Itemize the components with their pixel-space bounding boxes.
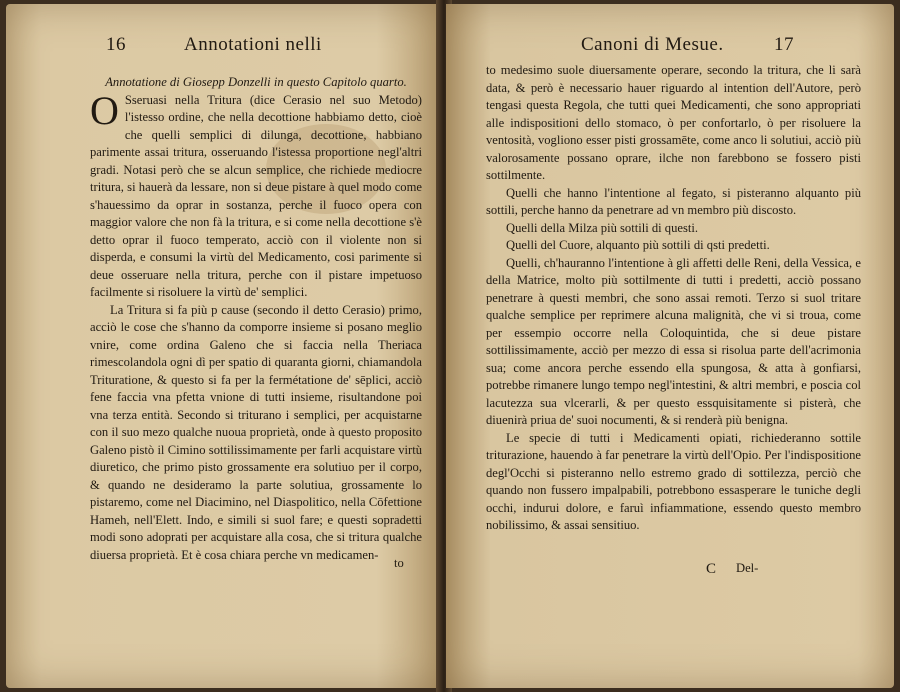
- right-page: [446, 4, 894, 688]
- paragraph: Quelli che hanno l'intentione al fegato, si pisteranno alquanto più sottili, perche hanno da penetrare ad vn membro più discosto.: [486, 185, 861, 217]
- paragraph: Quelli della Milza più sottili di questi.: [506, 220, 699, 235]
- catchword: to: [394, 556, 404, 570]
- paragraph: Le specie di tutti i Medicamenti opiati, richiederanno sottile triturazione, hauendo à far penetrare la virtù dell'Opio. Per l'indispositione degl'Occhi si pisteranno nello estremo grado di sottilezza, perciò che quando non fussero impalpabili, potrebbono essasperare le tuniche degli occhi, indurui dolore, e faruì infiammatione, essendo questo membro nobilissimo, & assai sensitiuo.: [486, 430, 861, 532]
- body-text: [486, 62, 861, 535]
- signature-mark: C: [706, 561, 717, 577]
- section-heading: Annotatione di Giosepp Donzelli in questo Capitolo quarto.: [105, 75, 407, 89]
- paragraph: Quelli del Cuore, alquanto più sottili di qsti predetti.: [506, 238, 770, 252]
- paragraph: Quelli, ch'hauranno l'intentione à gli affetti delle Reni, della Vessica, e della Matrice, molto più sottilmente di tutti i predetti, acciò possano penetrare à questi membri, che sono assai remoti. Terzo si suol tritare qualche semplice per reprimere alcuna malignità, che vi si troua, come per essempio occorre nella Coloquintida, che si deue pistare sottilissimamente, acciò per mezzo di essa si risolua parte dell'acrimonia sua; come ancora perche essendo ella spungosa, & atta à gonfiarsi, potrebbe rimanere lungo tempo negl'intestini, & altri membri, e poscia col lacutezza sua vlcerarli, & per questo essquisitamente si pisterà, che diuenirà priua de' suoi nocumenti, & si renderà più benigna.: [486, 255, 861, 427]
- paragraph: La Tritura si fa più p cause (secondo il detto Cerasio) primo, acciò le cose che s'hanno da comporre insieme si posano meglio vnire, come ordina Galeno che si faccia nella Theriaca rimescolandola ogni dì per spatio di quaranta giorni, chiamandola Trituratione, & questo si fa per la fermétatione de' sēplici, acciò fene faccia vna pfetta vnione di tutti insieme, risultandone poi vna terza entità. Secondo si triturano i semplici, per acquistarne con il suo mezo qualche nuoua proprietà, onde à questo proposito Galeno pistò il Cimino sottilissimamente per farli acquistare virtù diuretico, che primo pisto grossamente era solutiuo per il corpo, & quando ne desideramo la parte solutiua, grossamente lo pistaremo, come nel Diacimino, nel Diaspolitico, nella Cōfettione Hameh, nell'Elett. Indo, e simili si suol fare; e questi sopradetti modi sono adoprati per acquistare alla cosa, che si tritura qualche diuersa proprietà. Et è cosa chiara perche vn medicamen-: [90, 302, 422, 562]
- left-page: [6, 4, 442, 688]
- running-head: Annotationi nelli: [184, 34, 322, 55]
- paragraph: [90, 87, 422, 302]
- paragraph: to medesimo suole diuersamente operare, secondo la tritura, che li sarà data, & però è necessario hauer riguardo al intention dell'Autore, però tengasi questa Regola, che tutti quei Medicamenti, che sono appropriati alle indispositioni dello stomaco, ò per confortarlo, ò per risoluere la ventosità, vogliono esser pisti grossamēte, come anco li solutiui, acciò più valorosamente possano oprare, ilche non farebbono se fossero pisti sottilmente.: [486, 63, 861, 182]
- page-number: 16: [106, 34, 126, 55]
- paragraph-text: Sseruasi nella Tritura (dice Cerasio nel suo Metodo) l'istesso ordine, che nella decottione habbiamo detto, cioè che quelli semplici di dilunga, decottione, habbiano parimente assai tritura, osseruando l'istessa proportione negl'altri gradi. Notasi però che se alcun semplice, che richiede mediocre tritura, si hauerà da lessare, non si deue pistare à quel modo come s'hauessimo da oprar in sostanza, perche il fuoco opera con maggior valore che non fà la tritura, e si come nella decottione s'è detto oprar il fuoco temperato, acciò con il violente non si disperda, e consumi la virtù del Medicamento, cosi parimente si deue osseruare nella tritura, perche con il pistare impetuoso facilmente si risoluere la virtù de' semplici.: [90, 92, 422, 299]
- body-text: [90, 74, 422, 564]
- page-number: 17: [774, 34, 794, 55]
- catchword: Del-: [736, 561, 759, 575]
- drop-cap: O: [90, 87, 119, 133]
- running-head: Canoni di Mesue.: [581, 34, 724, 55]
